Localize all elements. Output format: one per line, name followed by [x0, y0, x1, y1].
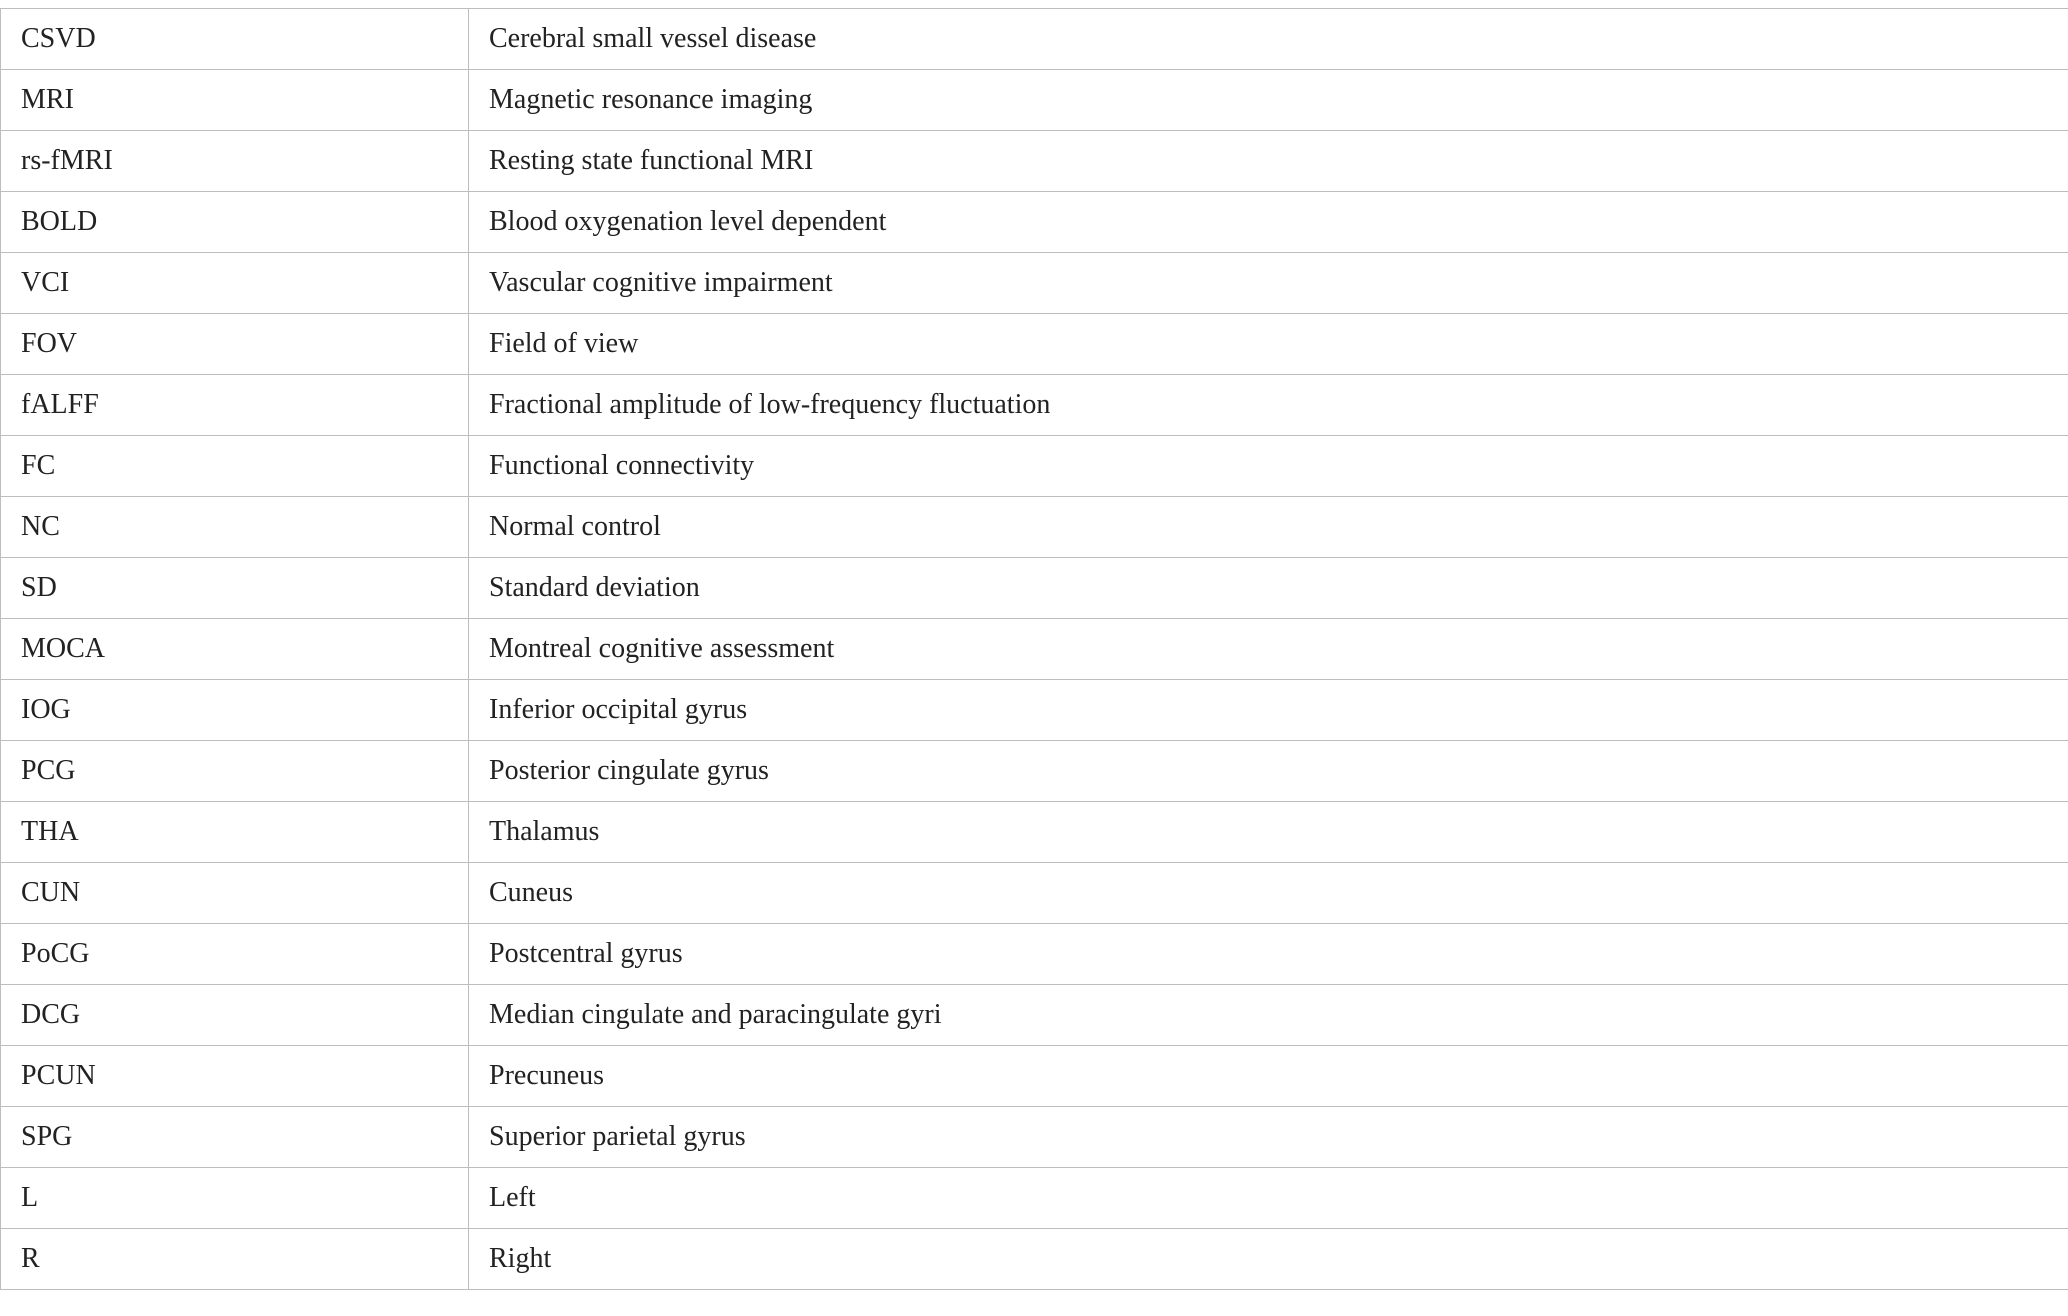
definition-cell: Cuneus — [469, 863, 2068, 924]
table-row — [1, 924, 2068, 985]
abbreviation-cell: THA — [1, 802, 469, 863]
abbreviation-cell: BOLD — [1, 192, 469, 253]
abbreviation-cell: PoCG — [1, 924, 469, 985]
table-row — [1, 131, 2068, 192]
abbreviations-table-container — [0, 8, 2068, 1290]
abbreviation-cell: FC — [1, 436, 469, 497]
table-row — [1, 802, 2068, 863]
table-row — [1, 253, 2068, 314]
abbreviation-cell: DCG — [1, 985, 469, 1046]
abbreviation-cell: FOV — [1, 314, 469, 375]
definition-cell: Blood oxygenation level dependent — [469, 192, 2068, 253]
definition-cell: Thalamus — [469, 802, 2068, 863]
definition-cell: Montreal cognitive assessment — [469, 619, 2068, 680]
definition-cell: Inferior occipital gyrus — [469, 680, 2068, 741]
definition-cell: Fractional amplitude of low-frequency fluctuation — [469, 375, 2068, 436]
table-row — [1, 497, 2068, 558]
definition-cell: Left — [469, 1168, 2068, 1229]
abbreviation-cell: PCUN — [1, 1046, 469, 1107]
table-row — [1, 1168, 2068, 1229]
definition-cell: Vascular cognitive impairment — [469, 253, 2068, 314]
table-row — [1, 985, 2068, 1046]
definition-cell: Posterior cingulate gyrus — [469, 741, 2068, 802]
abbreviations-table-body — [1, 9, 2068, 1290]
definition-cell: Resting state functional MRI — [469, 131, 2068, 192]
table-row — [1, 375, 2068, 436]
abbreviation-cell: SPG — [1, 1107, 469, 1168]
definition-cell: Right — [469, 1229, 2068, 1290]
definition-cell: Functional connectivity — [469, 436, 2068, 497]
table-row — [1, 192, 2068, 253]
table-row — [1, 1229, 2068, 1290]
table-row — [1, 863, 2068, 924]
abbreviation-cell: CSVD — [1, 9, 469, 70]
abbreviation-cell: VCI — [1, 253, 469, 314]
definition-cell: Median cingulate and paracingulate gyri — [469, 985, 2068, 1046]
table-row — [1, 680, 2068, 741]
table-row — [1, 70, 2068, 131]
abbreviation-cell: rs-fMRI — [1, 131, 469, 192]
abbreviations-table — [0, 8, 2068, 1290]
abbreviation-cell: IOG — [1, 680, 469, 741]
abbreviation-cell: CUN — [1, 863, 469, 924]
table-row — [1, 1046, 2068, 1107]
abbreviation-cell: L — [1, 1168, 469, 1229]
table-row — [1, 1107, 2068, 1168]
abbreviation-cell: fALFF — [1, 375, 469, 436]
abbreviation-cell: NC — [1, 497, 469, 558]
table-row — [1, 619, 2068, 680]
table-row — [1, 436, 2068, 497]
table-row — [1, 314, 2068, 375]
abbreviation-cell: MOCA — [1, 619, 469, 680]
definition-cell: Field of view — [469, 314, 2068, 375]
table-row — [1, 9, 2068, 70]
definition-cell: Postcentral gyrus — [469, 924, 2068, 985]
definition-cell: Normal control — [469, 497, 2068, 558]
table-row — [1, 741, 2068, 802]
abbreviation-cell: SD — [1, 558, 469, 619]
definition-cell: Cerebral small vessel disease — [469, 9, 2068, 70]
definition-cell: Standard deviation — [469, 558, 2068, 619]
definition-cell: Superior parietal gyrus — [469, 1107, 2068, 1168]
definition-cell: Magnetic resonance imaging — [469, 70, 2068, 131]
table-row — [1, 558, 2068, 619]
abbreviation-cell: MRI — [1, 70, 469, 131]
definition-cell: Precuneus — [469, 1046, 2068, 1107]
abbreviation-cell: R — [1, 1229, 469, 1290]
abbreviation-cell: PCG — [1, 741, 469, 802]
